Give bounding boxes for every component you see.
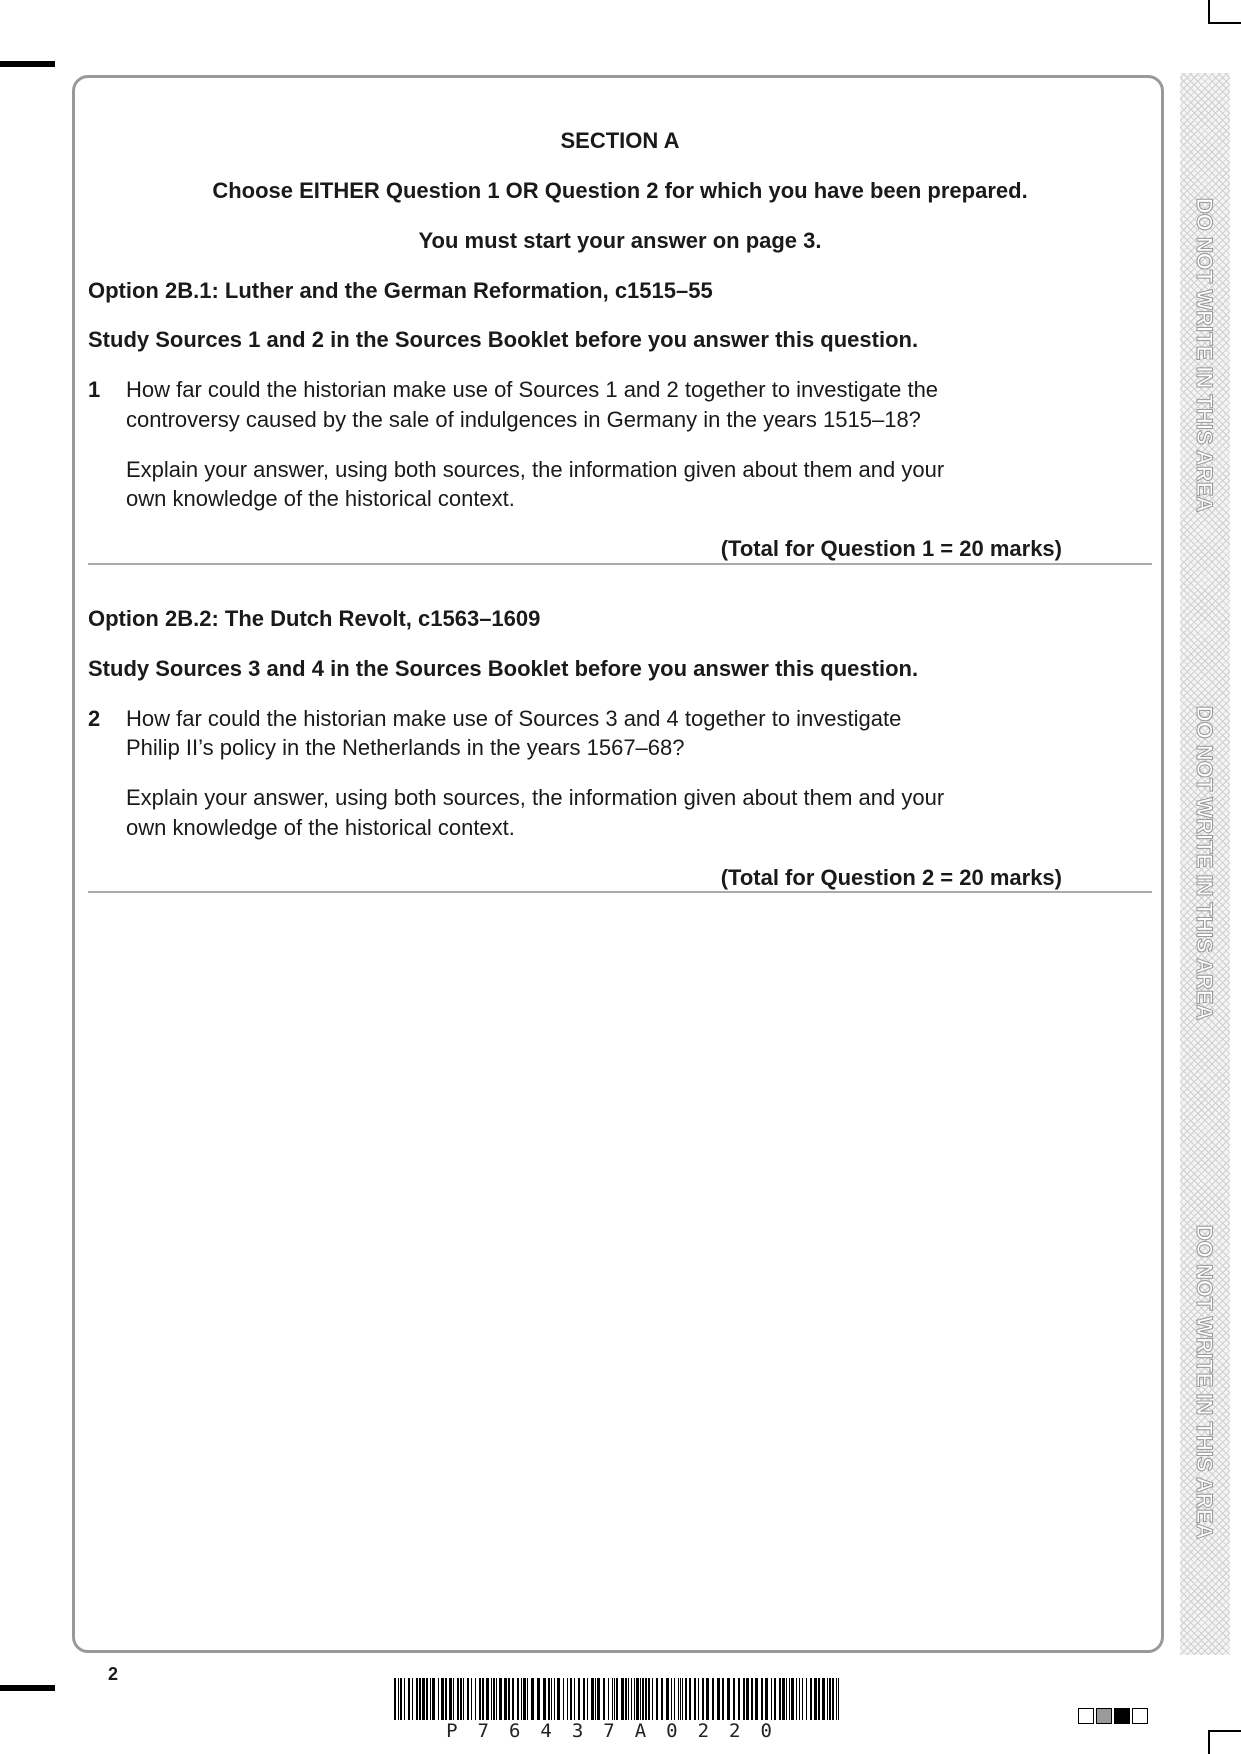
barcode-bar	[836, 1678, 837, 1720]
barcode-bar	[636, 1678, 639, 1720]
barcode-bar	[806, 1678, 807, 1720]
divider	[88, 563, 1152, 565]
barcode-bar	[616, 1678, 618, 1720]
question1-explain-line2: own knowledge of the historical context.	[126, 486, 515, 511]
marker-box-black	[1114, 1708, 1130, 1724]
barcode-bar	[612, 1678, 613, 1720]
crop-mark	[0, 1685, 55, 1691]
barcode-bar	[426, 1678, 428, 1720]
barcode-bar	[486, 1678, 489, 1720]
barcode-bar	[666, 1678, 669, 1720]
barcode-bar	[557, 1678, 560, 1720]
barcode-bar	[642, 1678, 644, 1720]
barcode-bar	[517, 1678, 519, 1720]
barcode-number: P76437A0220	[446, 1720, 792, 1742]
barcode-bar	[682, 1678, 683, 1720]
option2-heading: Option 2B.2: The Dutch Revolt, c1563–1609	[88, 606, 541, 631]
marker-box-empty	[1078, 1708, 1094, 1724]
question2-explain-line2: own knowledge of the historical context.	[126, 815, 515, 840]
marker-box-grey	[1096, 1708, 1112, 1724]
page-number: 2	[108, 1664, 119, 1684]
question1-text-line1: How far could the historian make use of Sources 1 and 2 together to investigate the	[126, 377, 939, 402]
barcode-bar	[543, 1678, 546, 1720]
barcode-bar	[661, 1678, 663, 1720]
barcode-bar	[567, 1678, 568, 1720]
barcode-bar	[712, 1678, 714, 1720]
barcode-bar	[652, 1678, 653, 1720]
barcode-bar	[504, 1678, 507, 1720]
barcode-bar	[779, 1678, 781, 1720]
barcode-bar	[832, 1678, 834, 1720]
question2-total-marks: (Total for Question 2 = 20 marks)	[720, 865, 1062, 890]
question2-text-line2: Philip II’s policy in the Netherlands in the years 1567–68?	[126, 735, 685, 760]
barcode-bar	[554, 1678, 555, 1720]
barcode-bar	[674, 1678, 675, 1720]
barcode-bar	[761, 1678, 763, 1720]
barcode-bar	[521, 1678, 522, 1720]
barcode-bar	[746, 1678, 749, 1720]
barcode-bar	[475, 1678, 476, 1720]
barcode-bar	[640, 1678, 641, 1720]
barcode-bar	[595, 1678, 596, 1720]
barcode-bar	[680, 1678, 681, 1720]
barcode-bar	[523, 1678, 526, 1720]
barcode-bar	[441, 1678, 444, 1720]
barcode-bar	[727, 1678, 730, 1720]
section-title: SECTION A	[560, 128, 680, 153]
barcode-bar	[570, 1678, 572, 1720]
barcode-bar	[416, 1678, 418, 1720]
barcode-bar	[445, 1678, 447, 1720]
barcode-bar	[810, 1678, 812, 1720]
question1-number: 1	[88, 377, 101, 402]
question1-text-line2: controversy caused by the sale of indulgences in Germany in the years 1515–18?	[126, 407, 921, 432]
barcode-bar	[656, 1678, 658, 1720]
crop-mark	[1208, 0, 1210, 22]
barcode-bar	[631, 1678, 632, 1720]
barcode-bar	[587, 1678, 588, 1720]
barcode-bar	[789, 1678, 790, 1720]
barcode-bar	[818, 1678, 820, 1720]
barcode-bar	[786, 1678, 787, 1720]
barcode-bar	[479, 1678, 481, 1720]
barcode-bar	[583, 1678, 585, 1720]
barcode-bar	[471, 1678, 472, 1720]
question2-text-line1: How far could the historian make use of Sources 3 and 4 together to investigate	[126, 706, 902, 731]
barcode-bar	[460, 1678, 462, 1720]
barcode-bar	[671, 1678, 672, 1720]
barcode-bar	[408, 1678, 410, 1720]
barcode-bar	[621, 1678, 624, 1720]
barcode-bar	[838, 1678, 839, 1720]
question1-total-marks: (Total for Question 1 = 20 marks)	[720, 536, 1062, 561]
barcode-bar	[782, 1678, 785, 1720]
barcode-bar	[694, 1678, 696, 1720]
barcode-bar	[678, 1678, 679, 1720]
barcode-bar	[512, 1678, 514, 1720]
barcode-bar	[829, 1678, 831, 1720]
barcode-bar	[537, 1678, 540, 1720]
barcode	[394, 1678, 844, 1720]
crop-mark	[1208, 22, 1241, 24]
barcode-bar	[625, 1678, 627, 1720]
barcode-bar	[491, 1678, 492, 1720]
barcode-bar	[755, 1678, 758, 1720]
barcode-bar	[648, 1678, 650, 1720]
barcode-bar	[751, 1678, 753, 1720]
barcode-bar	[791, 1678, 794, 1720]
barcode-bar	[563, 1678, 564, 1720]
barcode-bar	[799, 1678, 800, 1720]
barcode-bar	[614, 1678, 615, 1720]
barcode-bar	[574, 1678, 575, 1720]
barcode-bar	[827, 1678, 828, 1720]
barcode-bar	[453, 1678, 454, 1720]
barcode-bar	[608, 1678, 609, 1720]
page-marker-boxes	[1078, 1708, 1148, 1724]
barcode-bar	[591, 1678, 594, 1720]
barcode-bar	[467, 1678, 469, 1720]
barcode-bar	[645, 1678, 647, 1720]
barcode-bar	[527, 1678, 528, 1720]
divider	[88, 891, 1152, 893]
barcode-bar	[597, 1678, 600, 1720]
option1-heading: Option 2B.1: Luther and the German Reformation, c1515–55	[88, 278, 713, 303]
question1-explain-line1: Explain your answer, using both sources, the information given about them and your	[126, 457, 945, 482]
barcode-bar	[796, 1678, 797, 1720]
barcode-bar	[422, 1678, 425, 1720]
barcode-bar	[463, 1678, 464, 1720]
barcode-bar	[398, 1678, 399, 1720]
marker-box-empty	[1132, 1708, 1148, 1724]
barcode-bar	[449, 1678, 452, 1720]
barcode-bar	[430, 1678, 431, 1720]
barcode-bar	[531, 1678, 534, 1720]
barcode-bar	[482, 1678, 484, 1720]
barcode-bar	[578, 1678, 580, 1720]
barcode-bar	[551, 1678, 552, 1720]
barcode-bar	[689, 1678, 691, 1720]
barcode-bar	[438, 1678, 439, 1720]
barcode-bar	[548, 1678, 550, 1720]
barcode-bar	[733, 1678, 735, 1720]
barcode-bar	[499, 1678, 502, 1720]
barcode-bar	[698, 1678, 699, 1720]
barcode-bar	[822, 1678, 825, 1720]
barcode-bar	[508, 1678, 510, 1720]
barcode-bar	[603, 1678, 605, 1720]
barcode-bar	[685, 1678, 687, 1720]
option2-study-instruction: Study Sources 3 and 4 in the Sources Booklet before you answer this question.	[88, 656, 919, 681]
barcode-bar	[717, 1678, 720, 1720]
barcode-bar	[432, 1678, 435, 1720]
barcode-bar	[765, 1678, 768, 1720]
barcode-bar	[738, 1678, 740, 1720]
crop-mark	[1208, 1730, 1241, 1732]
barcode-bar	[634, 1678, 635, 1720]
barcode-bar	[743, 1678, 745, 1720]
crop-mark	[1208, 1730, 1210, 1754]
barcode-bar	[404, 1678, 405, 1720]
barcode-bar	[706, 1678, 709, 1720]
barcode-bar	[814, 1678, 817, 1720]
barcode-bar	[457, 1678, 459, 1720]
barcode-bar	[774, 1678, 776, 1720]
barcode-bar	[394, 1678, 396, 1720]
barcode-bar	[419, 1678, 421, 1720]
instruction-choose: Choose EITHER Question 1 OR Question 2 for which you have been prepared.	[212, 178, 1028, 203]
question2-explain-line1: Explain your answer, using both sources, the information given about them and your	[126, 785, 945, 810]
barcode-bar	[400, 1678, 402, 1720]
barcode-bar	[496, 1678, 497, 1720]
barcode-bar	[771, 1678, 772, 1720]
barcode-bar	[412, 1678, 413, 1720]
barcode-bar	[802, 1678, 803, 1720]
barcode-bar	[722, 1678, 724, 1720]
question2-number: 2	[88, 706, 101, 731]
option1-study-instruction: Study Sources 1 and 2 in the Sources Booklet before you answer this question.	[88, 327, 919, 352]
barcode-bar	[628, 1678, 629, 1720]
instruction-start: You must start your answer on page 3.	[418, 228, 822, 253]
barcode-bar	[702, 1678, 704, 1720]
barcode-bar	[493, 1678, 495, 1720]
crop-mark	[0, 61, 55, 67]
